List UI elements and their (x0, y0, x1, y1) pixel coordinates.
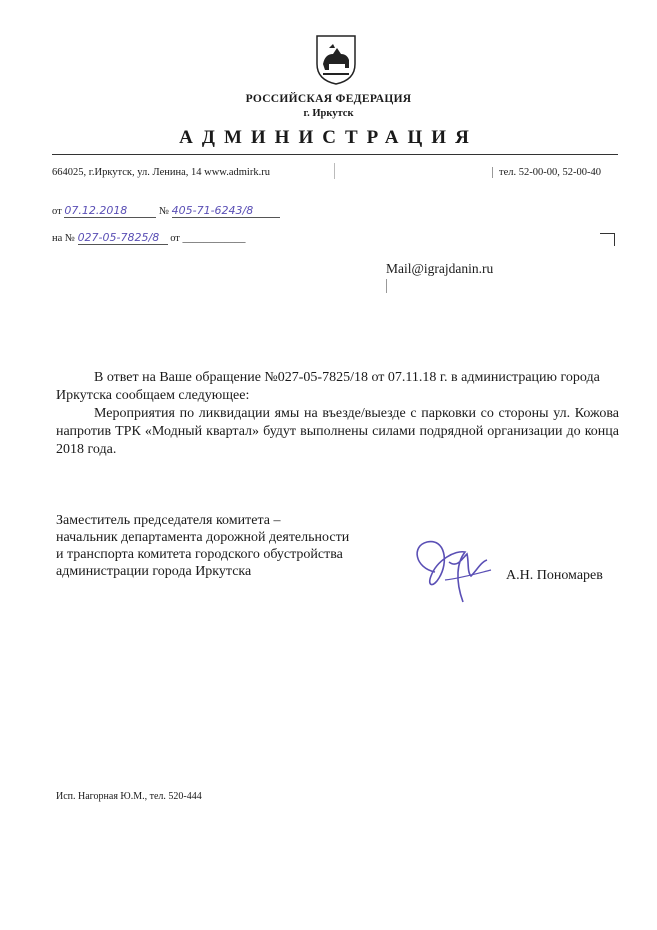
letter-paragraph-1: В ответ на Ваше обращение №027-05-7825/18 от 07.11.18 г. в администрацию города Иркутска сообщаем следующее: (56, 370, 600, 403)
position-line-2: начальник департамента дорожной деятельности (56, 530, 350, 545)
letter-paragraph-2: Мероприятия по ликвидации ямы на въезде/выезде с парковки со стороны ул. Кожова напротив ТРК «Модный квартал» будут выполнены силами подрядной организации до конца 2018 года. (56, 406, 619, 457)
signatory-name: А.Н. Пономарев (506, 568, 603, 583)
header-divider (52, 154, 618, 155)
signatory-position (56, 512, 349, 580)
outgoing-date: 07.12.2018 (64, 204, 156, 218)
position-line-1: Заместитель председателя комитета – (56, 513, 281, 528)
country-title: РОССИЙСКАЯ ФЕДЕРАЦИЯ (245, 93, 412, 105)
ot-label: от (52, 206, 62, 217)
position-line-3: и транспорта комитета городского обустройства (56, 547, 343, 562)
executor-line: Исп. Нагорная Ю.М., тел. 520-444 (56, 791, 202, 802)
incoming-number: 027-05-7825/8 (78, 231, 168, 245)
address-corner-mark (600, 233, 615, 246)
addressee-cursor-mark (386, 279, 387, 293)
ot-label-2: от (170, 233, 180, 244)
na-number-label: на № (52, 233, 75, 244)
addressee-email: Mail@igrajdanin.ru (386, 261, 494, 276)
position-line-4: администрации города Иркутска (56, 564, 252, 579)
incoming-date-blank: ____________ (182, 233, 246, 244)
outgoing-reference (52, 204, 280, 218)
city-title: г. Иркутск (303, 108, 354, 119)
address-line: 664025, г.Иркутск, ул. Ленина, 14 www.admirk.ru (52, 167, 270, 178)
number-label: № (158, 206, 169, 217)
outgoing-number: 405-71-6243/8 (172, 204, 280, 218)
coat-of-arms-icon (315, 34, 357, 86)
organization-title: АДМИНИСТРАЦИЯ (179, 127, 478, 148)
address-separator (334, 163, 335, 179)
incoming-reference (52, 231, 246, 245)
phone-line: тел. 52-00-00, 52-00-40 (492, 167, 601, 178)
